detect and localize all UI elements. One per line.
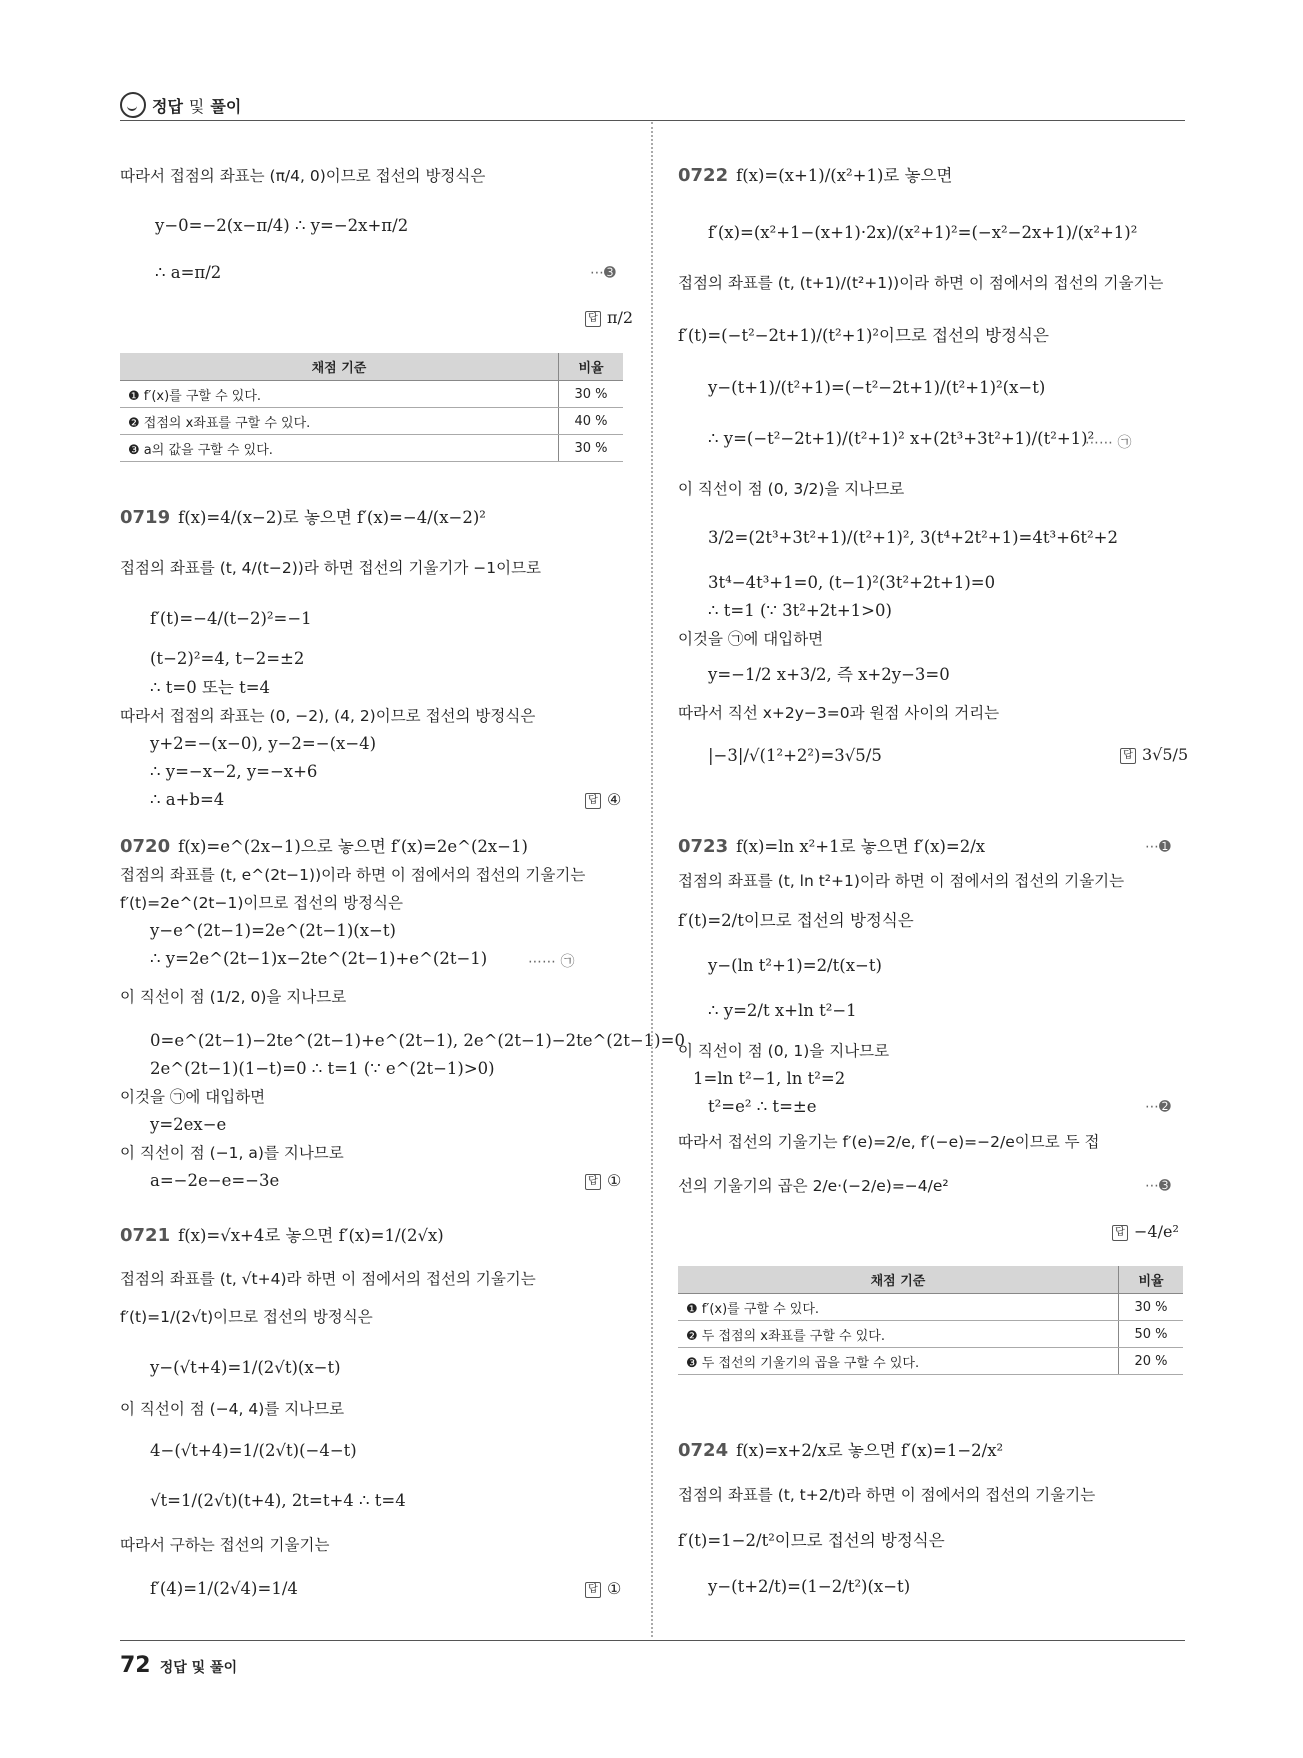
intro-answer: 답 π/2 [585, 308, 633, 327]
problem-0721-answer: 답 ① [585, 1579, 621, 1598]
smiley-icon [120, 92, 146, 118]
intro-line-1: 따라서 접점의 좌표는 (π/4, 0)이므로 접선의 방정식은 [120, 167, 486, 185]
table-row: ❸ a의 값을 구할 수 있다. 30 % [120, 435, 623, 462]
problem-0720-line-10: y=2ex−e [150, 1115, 227, 1134]
answer-icon: 답 [585, 1174, 601, 1190]
answer-icon: 답 [1120, 748, 1136, 764]
header-title-light: 및 [188, 96, 205, 116]
problem-number: 0723 [678, 836, 729, 857]
problem-0721-line-2: 접점의 좌표를 (t, √t+4)라 하면 이 점에서의 접선의 기울기는 [120, 1270, 536, 1288]
problem-number: 0722 [678, 165, 729, 186]
problem-0721-line-1: 0721 f(x)=√x+4로 놓으면 f′(x)=1/(2√x) [120, 1225, 444, 1246]
problem-0720-line-2: 접점의 좌표를 (t, e^(2t−1))이라 하면 이 점에서의 접선의 기울기는 [120, 866, 586, 884]
problem-0722-line-11: 이것을 ㉠에 대입하면 [678, 630, 824, 648]
problem-0720-answer: 답 ① [585, 1171, 621, 1190]
problem-0723-line-2: 접점의 좌표를 (t, ln t²+1)이라 하면 이 점에서의 접선의 기울기는 [678, 872, 1125, 890]
table-row: ❶ f′(x)를 구할 수 있다. 30 % [678, 1294, 1183, 1321]
intro-step-mark: ⋯➌ [590, 265, 616, 281]
answer-icon: 답 [585, 311, 601, 327]
problem-0719-line-3: f′(t)=−4/(t−2)²=−1 [150, 609, 312, 628]
answer-icon: 답 [585, 793, 601, 809]
problem-0723-line-7: 1=ln t²−1, ln t²=2 [693, 1069, 846, 1088]
problem-0722-line-3: 접점의 좌표를 (t, (t+1)/(t²+1))이라 하면 이 점에서의 접선의 기울기는 [678, 274, 1164, 292]
problem-0724-line-4: y−(t+2/t)=(1−2/t²)(x−t) [708, 1577, 911, 1596]
grading-head-ratio: 비율 [1119, 1266, 1184, 1294]
problem-number: 0724 [678, 1440, 729, 1461]
problem-0720-line-3: f′(t)=2e^(2t−1)이므로 접선의 방정식은 [120, 894, 403, 912]
problem-0724-line-2: 접점의 좌표를 (t, t+2/t)라 하면 이 점에서의 접선의 기울기는 [678, 1486, 1096, 1504]
problem-0723-line-4: y−(ln t²+1)=2/t(x−t) [708, 956, 882, 975]
problem-number: 0721 [120, 1225, 171, 1246]
grading-head-criteria: 채점 기준 [678, 1266, 1119, 1294]
problem-0723-line-5: ∴ y=2/t x+ln t²−1 [708, 1001, 857, 1020]
answer-icon: 답 [585, 1582, 601, 1598]
step-mark-3: ⋯➌ [1145, 1178, 1171, 1194]
intro-line-3: ∴ a=π/2 [155, 263, 222, 282]
grading-table-2 [678, 1266, 1183, 1375]
table-row: ❶ f′(x)를 구할 수 있다. 30 % [120, 381, 623, 408]
problem-0722-line-14: |−3|/√(1²+2²)=3√5/5 [708, 746, 882, 765]
problem-0720-line-6: 이 직선이 점 (1/2, 0)을 지나므로 [120, 988, 347, 1006]
problem-0719-line-1: 0719 f(x)=4/(x−2)로 놓으면 f′(x)=−4/(x−2)² [120, 507, 486, 528]
problem-0721-line-4: y−(√t+4)=1/(2√t)(x−t) [150, 1358, 341, 1377]
problem-0722-line-7: 이 직선이 점 (0, 3/2)을 지나므로 [678, 480, 905, 498]
problem-0722-line-5: y−(t+1)/(t²+1)=(−t²−2t+1)/(t²+1)²(x−t) [708, 378, 1046, 397]
problem-0722-line-8: 3/2=(2t³+3t²+1)/(t²+1)², 3(t⁴+2t²+1)=4t³+6t²+2 [708, 528, 1118, 547]
problem-0720-line-11: 이 직선이 점 (−1, a)를 지나므로 [120, 1144, 344, 1162]
table-row: ❷ 두 접점의 x좌표를 구할 수 있다. 50 % [678, 1321, 1183, 1348]
problem-0723-answer: 답 −4/e² [1112, 1222, 1179, 1241]
equation-tag: ⋯⋯ ㉠ [528, 954, 575, 970]
problem-0720-line-4: y−e^(2t−1)=2e^(2t−1)(x−t) [150, 921, 396, 940]
page-footer [120, 1653, 237, 1678]
step-mark-1: ⋯➊ [1145, 839, 1171, 855]
problem-0721-line-9: f′(4)=1/(2√4)=1/4 [150, 1579, 298, 1598]
header-rule [120, 120, 1185, 121]
problem-0721-line-6: 4−(√t+4)=1/(2√t)(−4−t) [150, 1441, 357, 1460]
problem-0723-line-1: 0723 f(x)=ln x²+1로 놓으면 f′(x)=2/x [678, 836, 986, 857]
answer-icon: 답 [1112, 1225, 1128, 1241]
problem-0723-line-3: f′(t)=2/t이므로 접선의 방정식은 [678, 911, 914, 930]
problem-0723-line-6: 이 직선이 점 (0, 1)을 지나므로 [678, 1042, 890, 1060]
footer-title: 정답 및 풀이 [159, 1660, 238, 1676]
problem-0722-line-6: ∴ y=(−t²−2t+1)/(t²+1)² x+(2t³+3t²+1)/(t²+1)² [708, 429, 1095, 448]
problem-0720-line-12: a=−2e−e=−3e [150, 1171, 280, 1190]
footer-rule [120, 1640, 1185, 1641]
problem-0719-line-9: ∴ a+b=4 [150, 790, 225, 809]
problem-number: 0719 [120, 507, 171, 528]
problem-0719-line-6: 따라서 접점의 좌표는 (0, −2), (4, 2)이므로 접선의 방정식은 [120, 707, 536, 725]
column-divider [651, 122, 653, 1637]
problem-0721-line-3: f′(t)=1/(2√t)이므로 접선의 방정식은 [120, 1308, 373, 1326]
problem-0722-line-1: 0722 f(x)=(x+1)/(x²+1)로 놓으면 [678, 165, 953, 186]
problem-0724-line-3: f′(t)=1−2/t²이므로 접선의 방정식은 [678, 1531, 945, 1550]
problem-0719-line-8: ∴ y=−x−2, y=−x+6 [150, 762, 318, 781]
problem-0720-line-7: 0=e^(2t−1)−2te^(2t−1)+e^(2t−1), 2e^(2t−1)−2te^(2t−1)=0 [150, 1031, 685, 1050]
grading-head-ratio: 비율 [559, 353, 624, 381]
problem-0719-answer: 답 ④ [585, 790, 621, 809]
problem-0721-line-8: 따라서 구하는 접선의 기울기는 [120, 1536, 330, 1554]
problem-0721-line-5: 이 직선이 점 (−4, 4)를 지나므로 [120, 1400, 345, 1418]
problem-0723-line-10: 선의 기울기의 곱은 2/e·(−2/e)=−4/e² [678, 1177, 949, 1195]
problem-0722-line-9: 3t⁴−4t³+1=0, (t−1)²(3t²+2t+1)=0 [708, 573, 996, 592]
header-title-bold-1: 정답 [152, 96, 183, 116]
table-row: ❸ 두 접선의 기울기의 곱을 구할 수 있다. 20 % [678, 1348, 1183, 1375]
problem-0719-line-4: (t−2)²=4, t−2=±2 [150, 649, 305, 668]
problem-0722-answer: 답 3√5/5 [1120, 745, 1188, 764]
header-title-bold-2: 풀이 [210, 96, 242, 116]
step-mark-2: ⋯➋ [1145, 1099, 1171, 1115]
grading-head-criteria: 채점 기준 [120, 353, 559, 381]
problem-0722-line-4: f′(t)=(−t²−2t+1)/(t²+1)²이므로 접선의 방정식은 [678, 326, 1049, 345]
problem-0719-line-2: 접점의 좌표를 (t, 4/(t−2))라 하면 접선의 기울기가 −1이므로 [120, 559, 542, 577]
grading-table-1 [120, 353, 623, 462]
problem-0720-line-1: 0720 f(x)=e^(2x−1)으로 놓으면 f′(x)=2e^(2x−1) [120, 836, 528, 857]
page-header [120, 92, 241, 118]
problem-0722-line-10: ∴ t=1 (∵ 3t²+2t+1>0) [708, 601, 892, 620]
problem-0720-line-8: 2e^(2t−1)(1−t)=0 ∴ t=1 (∵ e^(2t−1)>0) [150, 1059, 495, 1078]
problem-0723-line-8: t²=e² ∴ t=±e [708, 1097, 817, 1116]
problem-0721-line-7: √t=1/(2√t)(t+4), 2t=t+4 ∴ t=4 [150, 1491, 406, 1510]
problem-0719-line-5: ∴ t=0 또는 t=4 [150, 678, 271, 697]
equation-tag: ⋯⋯ ㉠ [1085, 435, 1132, 451]
problem-0720-line-9: 이것을 ㉠에 대입하면 [120, 1088, 266, 1106]
table-row: ❷ 접점의 x좌표를 구할 수 있다. 40 % [120, 408, 623, 435]
page-number: 72 [120, 1653, 151, 1678]
intro-line-2: y−0=−2(x−π/4) ∴ y=−2x+π/2 [155, 216, 409, 235]
problem-0722-line-13: 따라서 직선 x+2y−3=0과 원점 사이의 거리는 [678, 704, 1000, 722]
problem-0722-line-2: f′(x)=(x²+1−(x+1)·2x)/(x²+1)²=(−x²−2x+1)/(x²+1)² [708, 223, 1138, 242]
problem-number: 0720 [120, 836, 171, 857]
problem-0720-line-5: ∴ y=2e^(2t−1)x−2te^(2t−1)+e^(2t−1) [150, 949, 488, 968]
problem-0723-line-9: 따라서 접선의 기울기는 f′(e)=2/e, f′(−e)=−2/e이므로 두 접 [678, 1133, 1100, 1151]
problem-0719-line-7: y+2=−(x−0), y−2=−(x−4) [150, 734, 377, 753]
problem-0724-line-1: 0724 f(x)=x+2/x로 놓으면 f′(x)=1−2/x² [678, 1440, 1004, 1461]
problem-0722-line-12: y=−1/2 x+3/2, 즉 x+2y−3=0 [708, 665, 950, 684]
